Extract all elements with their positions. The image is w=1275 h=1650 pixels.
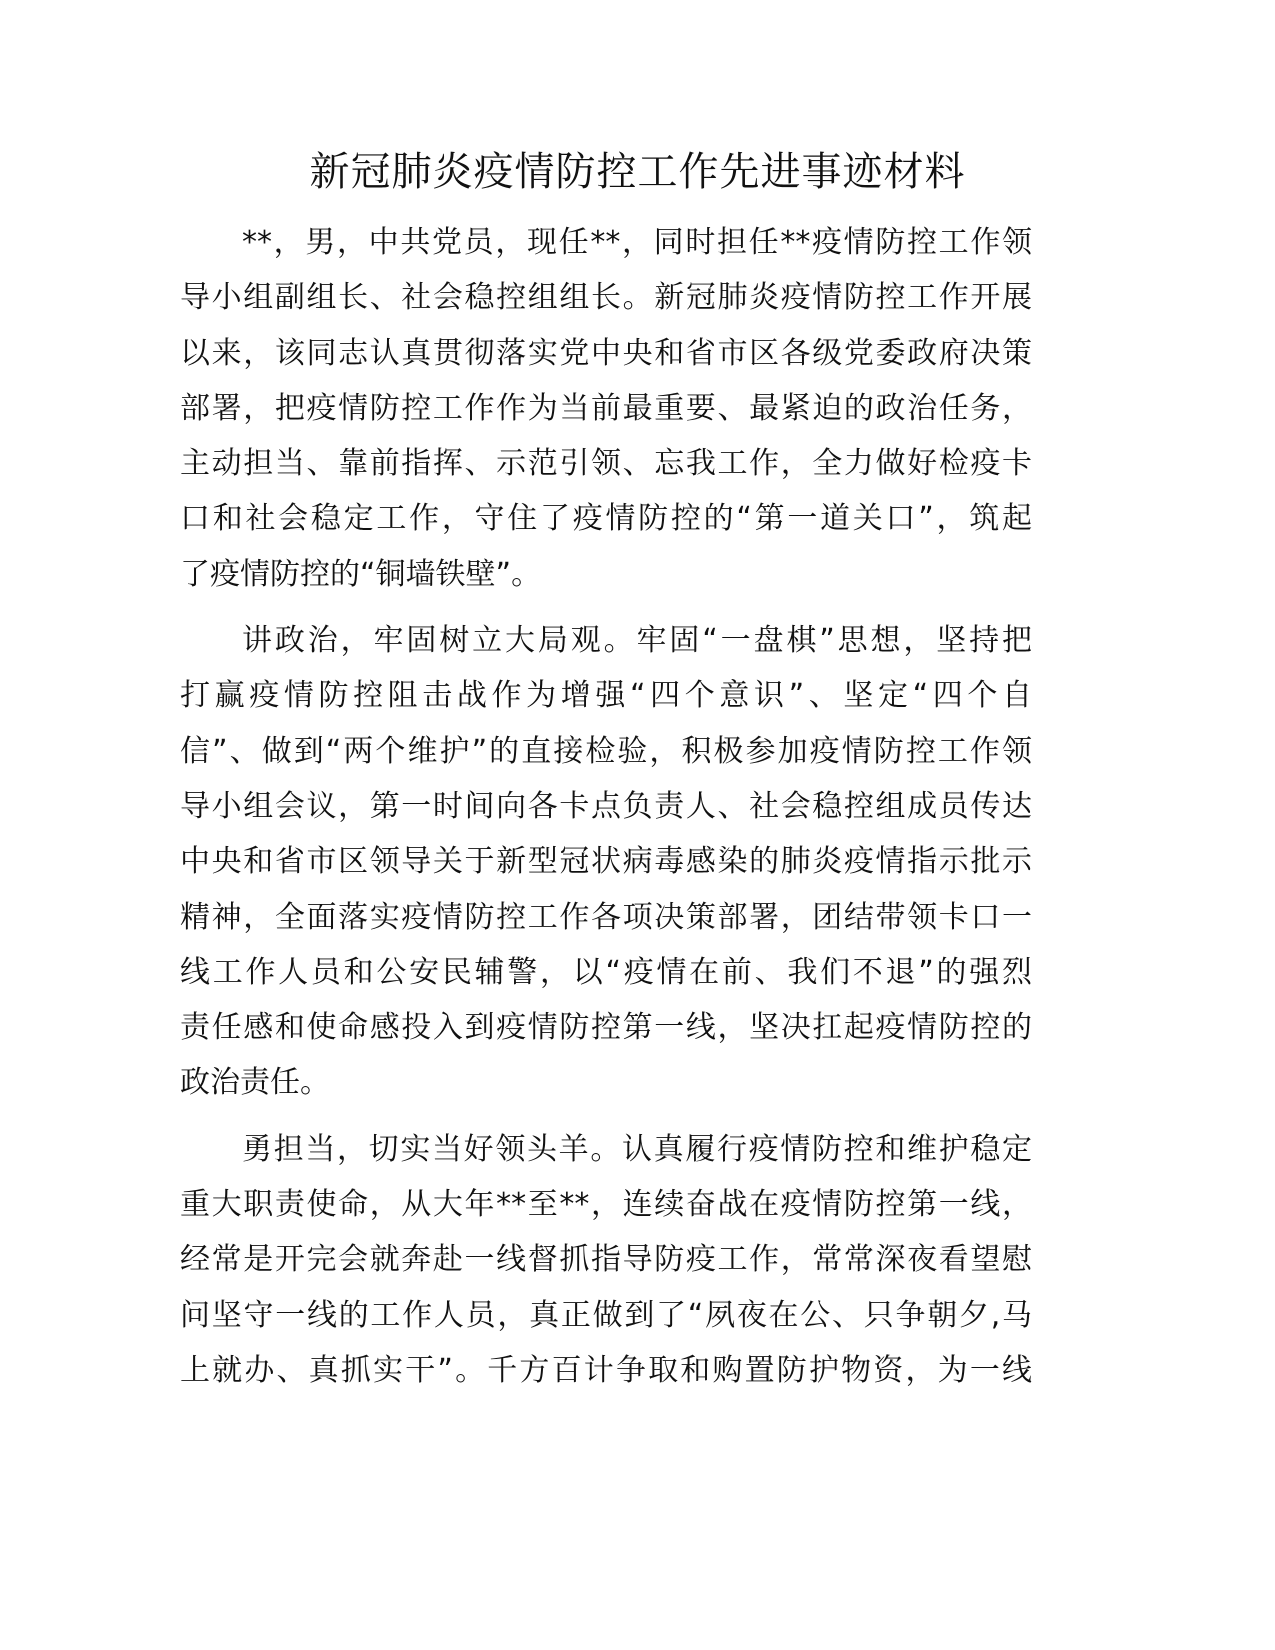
paragraph-line: 勇担当，切实当好领头羊。认真履行疫情防控和维护稳定 <box>242 1131 1032 1167</box>
paragraph-line: 中央和省市区领导关于新型冠状病毒感染的肺炎疫情指示批示 <box>180 844 1032 880</box>
paragraph-line: 主动担当、靠前指挥、示范引领、忘我工作，全力做好检疫卡 <box>180 446 1032 482</box>
paragraph <box>180 1122 1032 1398</box>
paragraph-line: 经常是开完会就奔赴一线督抓指导防疫工作，常常深夜看望慰 <box>180 1242 1032 1278</box>
paragraph-line: **，男，中共党员，现任**，同时担任**疫情防控工作领 <box>242 225 1032 260</box>
paragraph-line: 了疫情防控的“铜墙铁壁”。 <box>180 556 542 592</box>
paragraph-line: 以来，该同志认真贯彻落实党中央和省市区各级党委政府决策 <box>180 335 1032 371</box>
paragraph-line: 上就办、真抓实干”。千方百计争取和购置防护物资，为一线 <box>180 1352 1032 1388</box>
paragraph <box>180 613 1032 1111</box>
paragraph-line: 信”、做到“两个维护”的直接检验，积极参加疫情防控工作领 <box>180 733 1032 769</box>
paragraph-line: 问坚守一线的工作人员，真正做到了“夙夜在公、只争朝夕,马 <box>180 1297 1032 1333</box>
document-body <box>180 215 1032 1409</box>
paragraph <box>180 215 1032 602</box>
paragraph-line: 政治责任。 <box>180 1065 330 1101</box>
paragraph-line: 部署，把疫情防控工作作为当前最重要、最紧迫的政治任务， <box>180 390 1032 426</box>
paragraph-line: 责任感和使命感投入到疫情防控第一线，坚决扛起疫情防控的 <box>180 1010 1032 1046</box>
paragraph-line: 打赢疫情防控阻击战作为增强“四个意识”、坚定“四个自 <box>180 678 1032 714</box>
paragraph-line: 精神，全面落实疫情防控工作各项决策部署，团结带领卡口一 <box>180 899 1032 935</box>
paragraph-line: 重大职责使命，从大年**至**，连续奋战在疫情防控第一线， <box>180 1187 1032 1223</box>
paragraph-line: 讲政治，牢固树立大局观。牢固“一盘棋”思想，坚持把 <box>242 623 1032 659</box>
paragraph-line: 导小组会议，第一时间向各卡点负责人、社会稳控组成员传达 <box>180 788 1032 824</box>
document-title: 新冠肺炎疫情防控工作先进事迹材料 <box>309 149 966 195</box>
paragraph-line: 口和社会稳定工作，守住了疫情防控的“第一道关口”，筑起 <box>180 501 1032 537</box>
paragraph-line: 线工作人员和公安民辅警，以“疫情在前、我们不退”的强烈 <box>180 954 1032 990</box>
paragraph-line: 导小组副组长、社会稳控组组长。新冠肺炎疫情防控工作开展 <box>180 280 1032 316</box>
